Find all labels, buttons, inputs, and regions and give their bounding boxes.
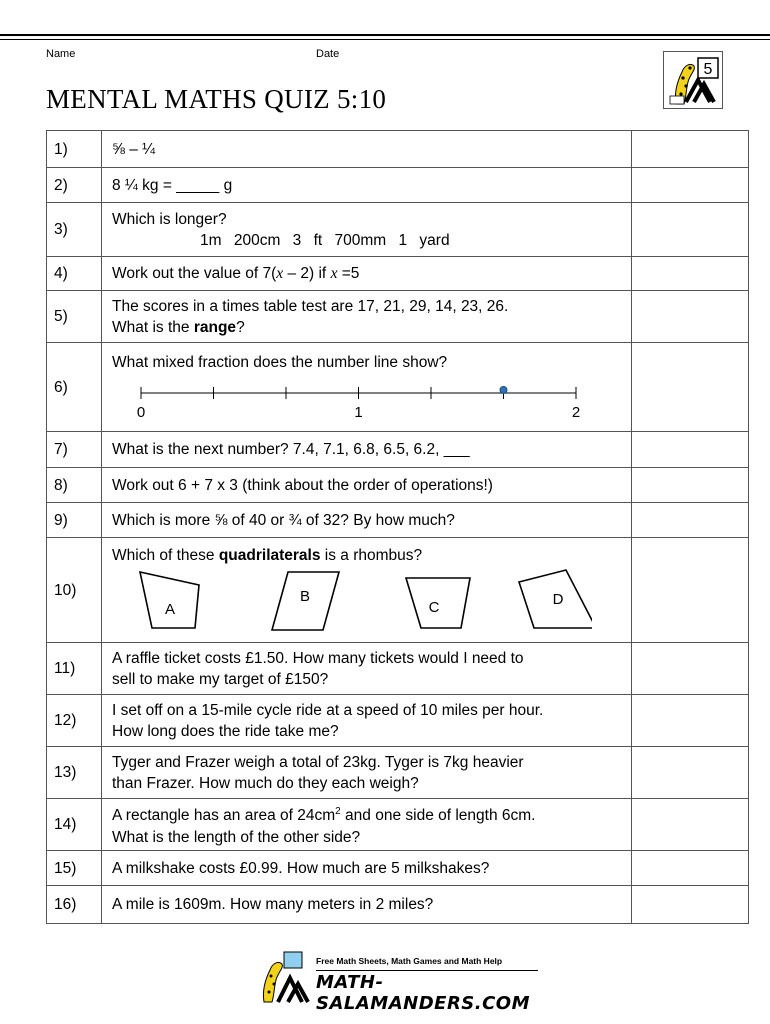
question-number: 7) [47, 432, 102, 468]
question-line [112, 317, 625, 338]
answer-box[interactable] [632, 291, 749, 343]
text-part: What is the [112, 318, 194, 336]
question-row [47, 343, 749, 432]
text-part: is a rhombus? [320, 546, 423, 564]
text-part: A rectangle has an area of 24cm [112, 807, 336, 825]
number-line-label: 2 [571, 403, 581, 421]
question-text [102, 799, 632, 851]
question-row [47, 168, 749, 203]
superscript: 2 [335, 806, 341, 818]
text-part: Work out the value of 7( [112, 265, 277, 282]
answer-box[interactable] [632, 886, 749, 924]
question-line [112, 545, 625, 566]
question-line: What is the length of the other side? [112, 828, 361, 846]
answer-box[interactable] [632, 747, 749, 799]
variable: x [276, 265, 284, 282]
question-number: 10) [47, 538, 102, 643]
salamander-logo [663, 51, 723, 109]
text-part: – 2) if [283, 265, 331, 282]
question-row [47, 799, 749, 851]
question-row [47, 291, 749, 343]
question-number: 12) [47, 695, 102, 747]
answer-box[interactable] [632, 468, 749, 503]
question-line: Tyger and Frazer weigh a total of 23kg. Tyger is 7kg heavier [112, 753, 524, 771]
footer-rule [316, 970, 538, 971]
top-rule-thin [0, 39, 770, 40]
question-number: 8) [47, 468, 102, 503]
text-part: =5 [337, 265, 360, 282]
quadrilateral-options [112, 566, 625, 636]
question-number: 11) [47, 643, 102, 695]
question-line: How long does the ride take me? [112, 722, 339, 740]
shape-label: D [552, 590, 564, 608]
question-number: 3) [47, 203, 102, 257]
question-line: The scores in a times table test are 17, 21, 29, 14, 23, 26. [112, 297, 509, 315]
answer-box[interactable] [632, 168, 749, 203]
answer-box[interactable] [632, 799, 749, 851]
footer-logo [250, 948, 550, 1014]
question-row [47, 643, 749, 695]
question-number: 1) [47, 131, 102, 168]
question-text: A milkshake costs £0.99. How much are 5 milkshakes? [102, 851, 632, 886]
salamander-icon [250, 948, 314, 1004]
question-text [102, 538, 632, 643]
question-line: What mixed fraction does the number line show? [112, 353, 448, 371]
top-rule [0, 34, 770, 36]
answer-box[interactable] [632, 695, 749, 747]
answer-box[interactable] [632, 538, 749, 643]
answer-box[interactable] [632, 257, 749, 291]
question-number: 16) [47, 886, 102, 924]
question-row [47, 851, 749, 886]
question-text: A mile is 1609m. How many meters in 2 miles? [102, 886, 632, 924]
question-text: Which is more ⅝ of 40 or ¾ of 32? By how much? [102, 503, 632, 538]
page-title: MENTAL MATHS QUIZ 5:10 [46, 84, 387, 114]
question-row [47, 503, 749, 538]
question-number: 13) [47, 747, 102, 799]
question-row [47, 468, 749, 503]
text-part: and one side of length 6cm. [340, 807, 536, 825]
question-row [47, 131, 749, 168]
question-row [47, 432, 749, 468]
question-text [102, 747, 632, 799]
shape-label: B [299, 587, 311, 605]
answer-box[interactable] [632, 851, 749, 886]
number-line-point [500, 386, 507, 393]
quadrilateral-a [140, 572, 199, 628]
question-text [102, 291, 632, 343]
question-number: 2) [47, 168, 102, 203]
number-line [112, 373, 625, 423]
question-number: 15) [47, 851, 102, 886]
answer-box[interactable] [632, 432, 749, 468]
name-label: Name [46, 48, 76, 60]
answer-box[interactable] [632, 131, 749, 168]
badge-number: 5 [703, 61, 713, 78]
length-choices: 1m 200cm 3 ft 700mm 1 yard [200, 231, 450, 249]
question-text [102, 203, 632, 257]
question-line: I set off on a 15-mile cycle ride at a speed of 10 miles per hour. [112, 701, 544, 719]
footer-tagline: Free Math Sheets, Math Games and Math Help [316, 956, 503, 966]
question-text: Work out 6 + 7 x 3 (think about the order of operations!) [102, 468, 632, 503]
number-line-label: 1 [354, 403, 363, 421]
question-number: 5) [47, 291, 102, 343]
question-row [47, 747, 749, 799]
question-text: 8 ¼ kg = _____ g [102, 168, 632, 203]
date-label: Date [316, 48, 340, 60]
question-row [47, 695, 749, 747]
number-line-label: 0 [136, 403, 146, 421]
answer-box[interactable] [632, 643, 749, 695]
question-number: 9) [47, 503, 102, 538]
question-text: What is the next number? 7.4, 7.1, 6.8, 6.5, 6.2, ___ [102, 432, 632, 468]
question-text [102, 343, 632, 432]
bold-term: range [193, 318, 237, 336]
shape-label: C [428, 598, 440, 616]
question-row [47, 886, 749, 924]
shape-label: A [164, 600, 176, 618]
question-text [102, 695, 632, 747]
question-row [47, 257, 749, 291]
question-text [102, 257, 632, 291]
footer-site: MATH-SALAMANDERS.COM [316, 972, 531, 1014]
question-row [47, 538, 749, 643]
answer-box[interactable] [632, 503, 749, 538]
question-number: 14) [47, 799, 102, 851]
variable: x [330, 265, 338, 282]
text-part: Which of these [112, 546, 219, 564]
text-part: ? [236, 318, 245, 336]
bold-term: quadrilaterals [218, 546, 321, 564]
quiz-table [46, 130, 749, 924]
question-line [112, 801, 625, 826]
question-line: than Frazer. How much do they each weigh? [112, 774, 419, 792]
question-line: Which is longer? [112, 210, 227, 228]
question-row [47, 203, 749, 257]
answer-box[interactable] [632, 343, 749, 432]
question-number: 6) [47, 343, 102, 432]
question-text: ⅝ – ¼ [102, 131, 632, 168]
question-text [102, 643, 632, 695]
question-number: 4) [47, 257, 102, 291]
question-line: A raffle ticket costs £1.50. How many tickets would I need to [112, 649, 524, 667]
question-line: sell to make my target of £150? [112, 670, 329, 688]
answer-box[interactable] [632, 203, 749, 257]
